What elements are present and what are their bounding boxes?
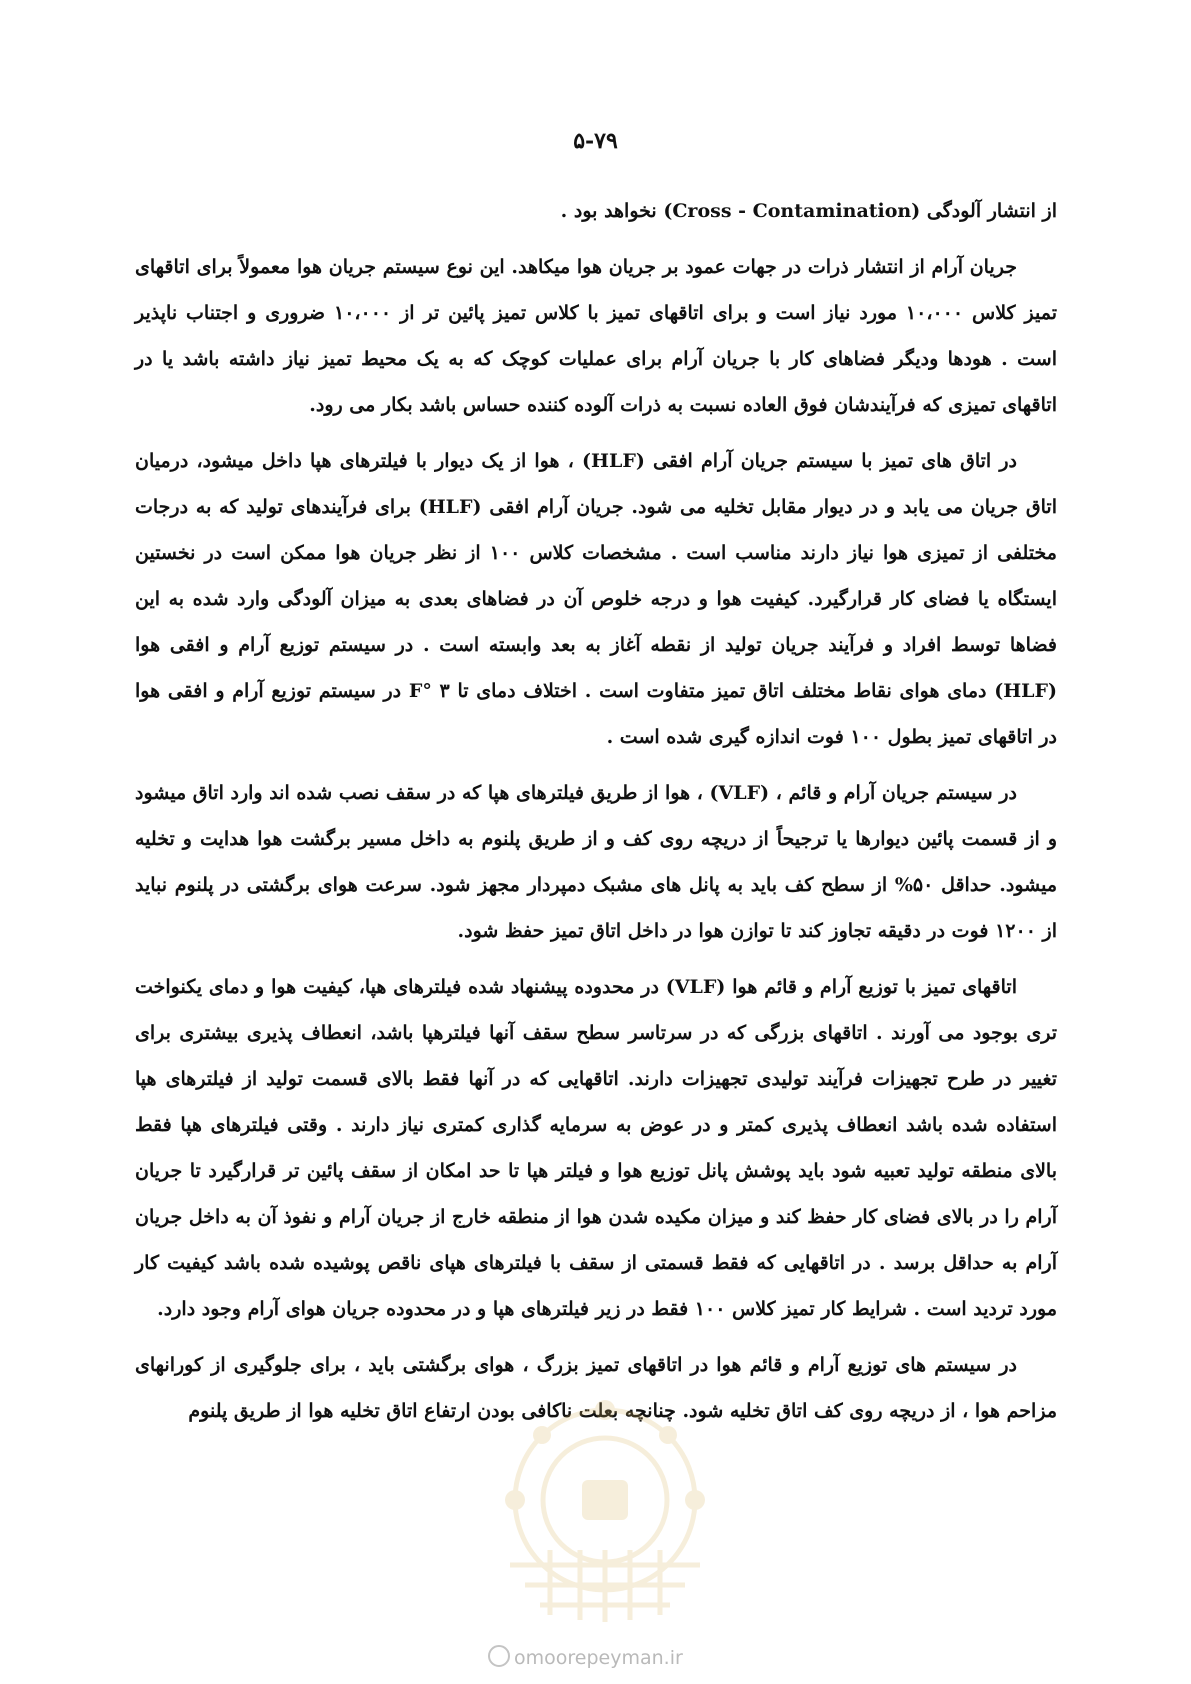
watermark-url — [488, 1645, 683, 1669]
paragraph-vlf: در سیستم جریان آرام و قائم ، (VLF) ، هوا از طریق فیلترهای هپا که در سقف نصب شده اند وارد اتاق میشود و از قسمت پائین دیوارها یا ترجیحاً از دریچه روی کف و از طریق پلنوم به داخل مسیر برگشت هوا هدایت و تخلیه میشود. حداقل ۵۰% از سطح کف باید به پانل های مشبک دمپردار مجهز شود. سرعت هوای برگشتی در پلنوم نباید از ۱۲۰۰ فوت در دقیقه تجاوز کند تا توازن هوا در داخل اتاق تمیز حفظ شود. — [135, 782, 1058, 942]
paragraph-vlf-rooms: اتاقهای تمیز با توزیع آرام و قائم هوا (VLF) در محدوده پیشنهاد شده فیلترهای هپا، کیفیت هوا و دمای یکنواخت تری بوجود می آورند . اتاقهای بزرگی که در سرتاسر سطح سقف آنها فیلترهپا باشد، انعطاف پذیری بیشتری برای تغییر در طرح تجهیزات فرآیند تولیدی تجهیزات دارند. اتاقهایی که در آنها فقط بالای قسمت تولید از فیلترهای هپا استفاده شده باشد انعطاف پذیری کمتر و در عوض به سرمایه گذاری کمتری نیاز دارند . وقتی فیلترهای هپا فقط بالای منطقه تولید تعبیه شود باید پوشش پانل توزیع هوا و فیلتر هپا تا حد امکان از سقف پائین تر قرارگیرد تا جریان آرام را در بالای فضای کار حفظ کند و میزان مکیده شدن هوا از منطقه خارج از جریان آرام و نفوذ آن به داخل جریان آرام به حداقل برسد . در اتاقهایی که فقط قسمتی از سقف با فیلترهای هپای ناقص پوشیده شده باشد کیفیت کار مورد تردید است . شرایط کار تمیز کلاس ۱۰۰ فقط در زیر فیلترهای هپا و در محدوده جریان هوای آرام وجود دارد. — [135, 976, 1057, 1320]
watermark-url-text: omoorepeyman.ir — [514, 1647, 683, 1669]
paragraph-hlf: در اتاق های تمیز با سیستم جریان آرام افقی (HLF) ، هوا از یک دیوار با فیلترهای هپا داخل میشود، درمیان اتاق جریان می یابد و در دیوار مقابل تخلیه می شود. جریان آرام افقی (HLF) برای فرآیندهای تولید که به درجات مختلفی از تمیزی هوا نیاز دارند مناسب است . مشخصات کلاس ۱۰۰ از نظر جریان هوا ممکن است در نخستین ایستگاه یا فضای کار قرارگیرد. کیفیت هوا و درجه خلوص آن در فضاهای بعدی به میزان آلودگی وارد شده به این فضاها توسط افراد و فرآیند جریان تولید از نقطه آغاز به بعد وابسته است . در سیستم توزیع آرام و افقی هوا (HLF) دمای هوای نقاط مختلف اتاق تمیز متفاوت است . اختلاف دمای تا ۳ °F در سیستم توزیع آرام و افقی هوا در اتاقهای تمیز بطول ۱۰۰ فوت اندازه گیری شده است . — [135, 450, 1057, 748]
paragraph-return-air: در سیستم های توزیع آرام و قائم هوا در اتاقهای تمیز بزرگ ، هوای برگشتی باید ، برای جلوگیری از کورانهای مزاحم هوا ، از دریچه روی کف اتاق تخلیه شود. چنانچه بعلت ناکافی بودن ارتفاع اتاق تخلیه هوا از طریق پلنوم — [135, 1354, 1057, 1422]
paragraph-contamination: از انتشار آلودگی (Cross - Contamination) نخواهد بود . — [560, 200, 1057, 222]
document-body — [135, 188, 1057, 1444]
paragraph-laminar-flow: جریان آرام از انتشار ذرات در جهات عمود بر جریان هوا میکاهد. این نوع سیستم جریان هوا معمولاً برای اتاقهای تمیز کلاس ۱۰،۰۰۰ مورد نیاز است و برای اتاقهای تمیز با کلاس تمیز پائین تر از ۱۰،۰۰۰ ضروری و اجتناب ناپذیر است . هودها ودیگر فضاهای کار با جریان آرام برای عملیات کوچک که به یک محیط تمیز نیاز داشته باشد یا در اتاقهای تمیزی که فرآیندشان فوق العاده نسبت به ذرات آلوده کننده حساس باشد بکار می رود. — [135, 256, 1058, 416]
at-sign-icon — [488, 1645, 510, 1667]
page-number: ۵-۷۹ — [573, 128, 618, 154]
